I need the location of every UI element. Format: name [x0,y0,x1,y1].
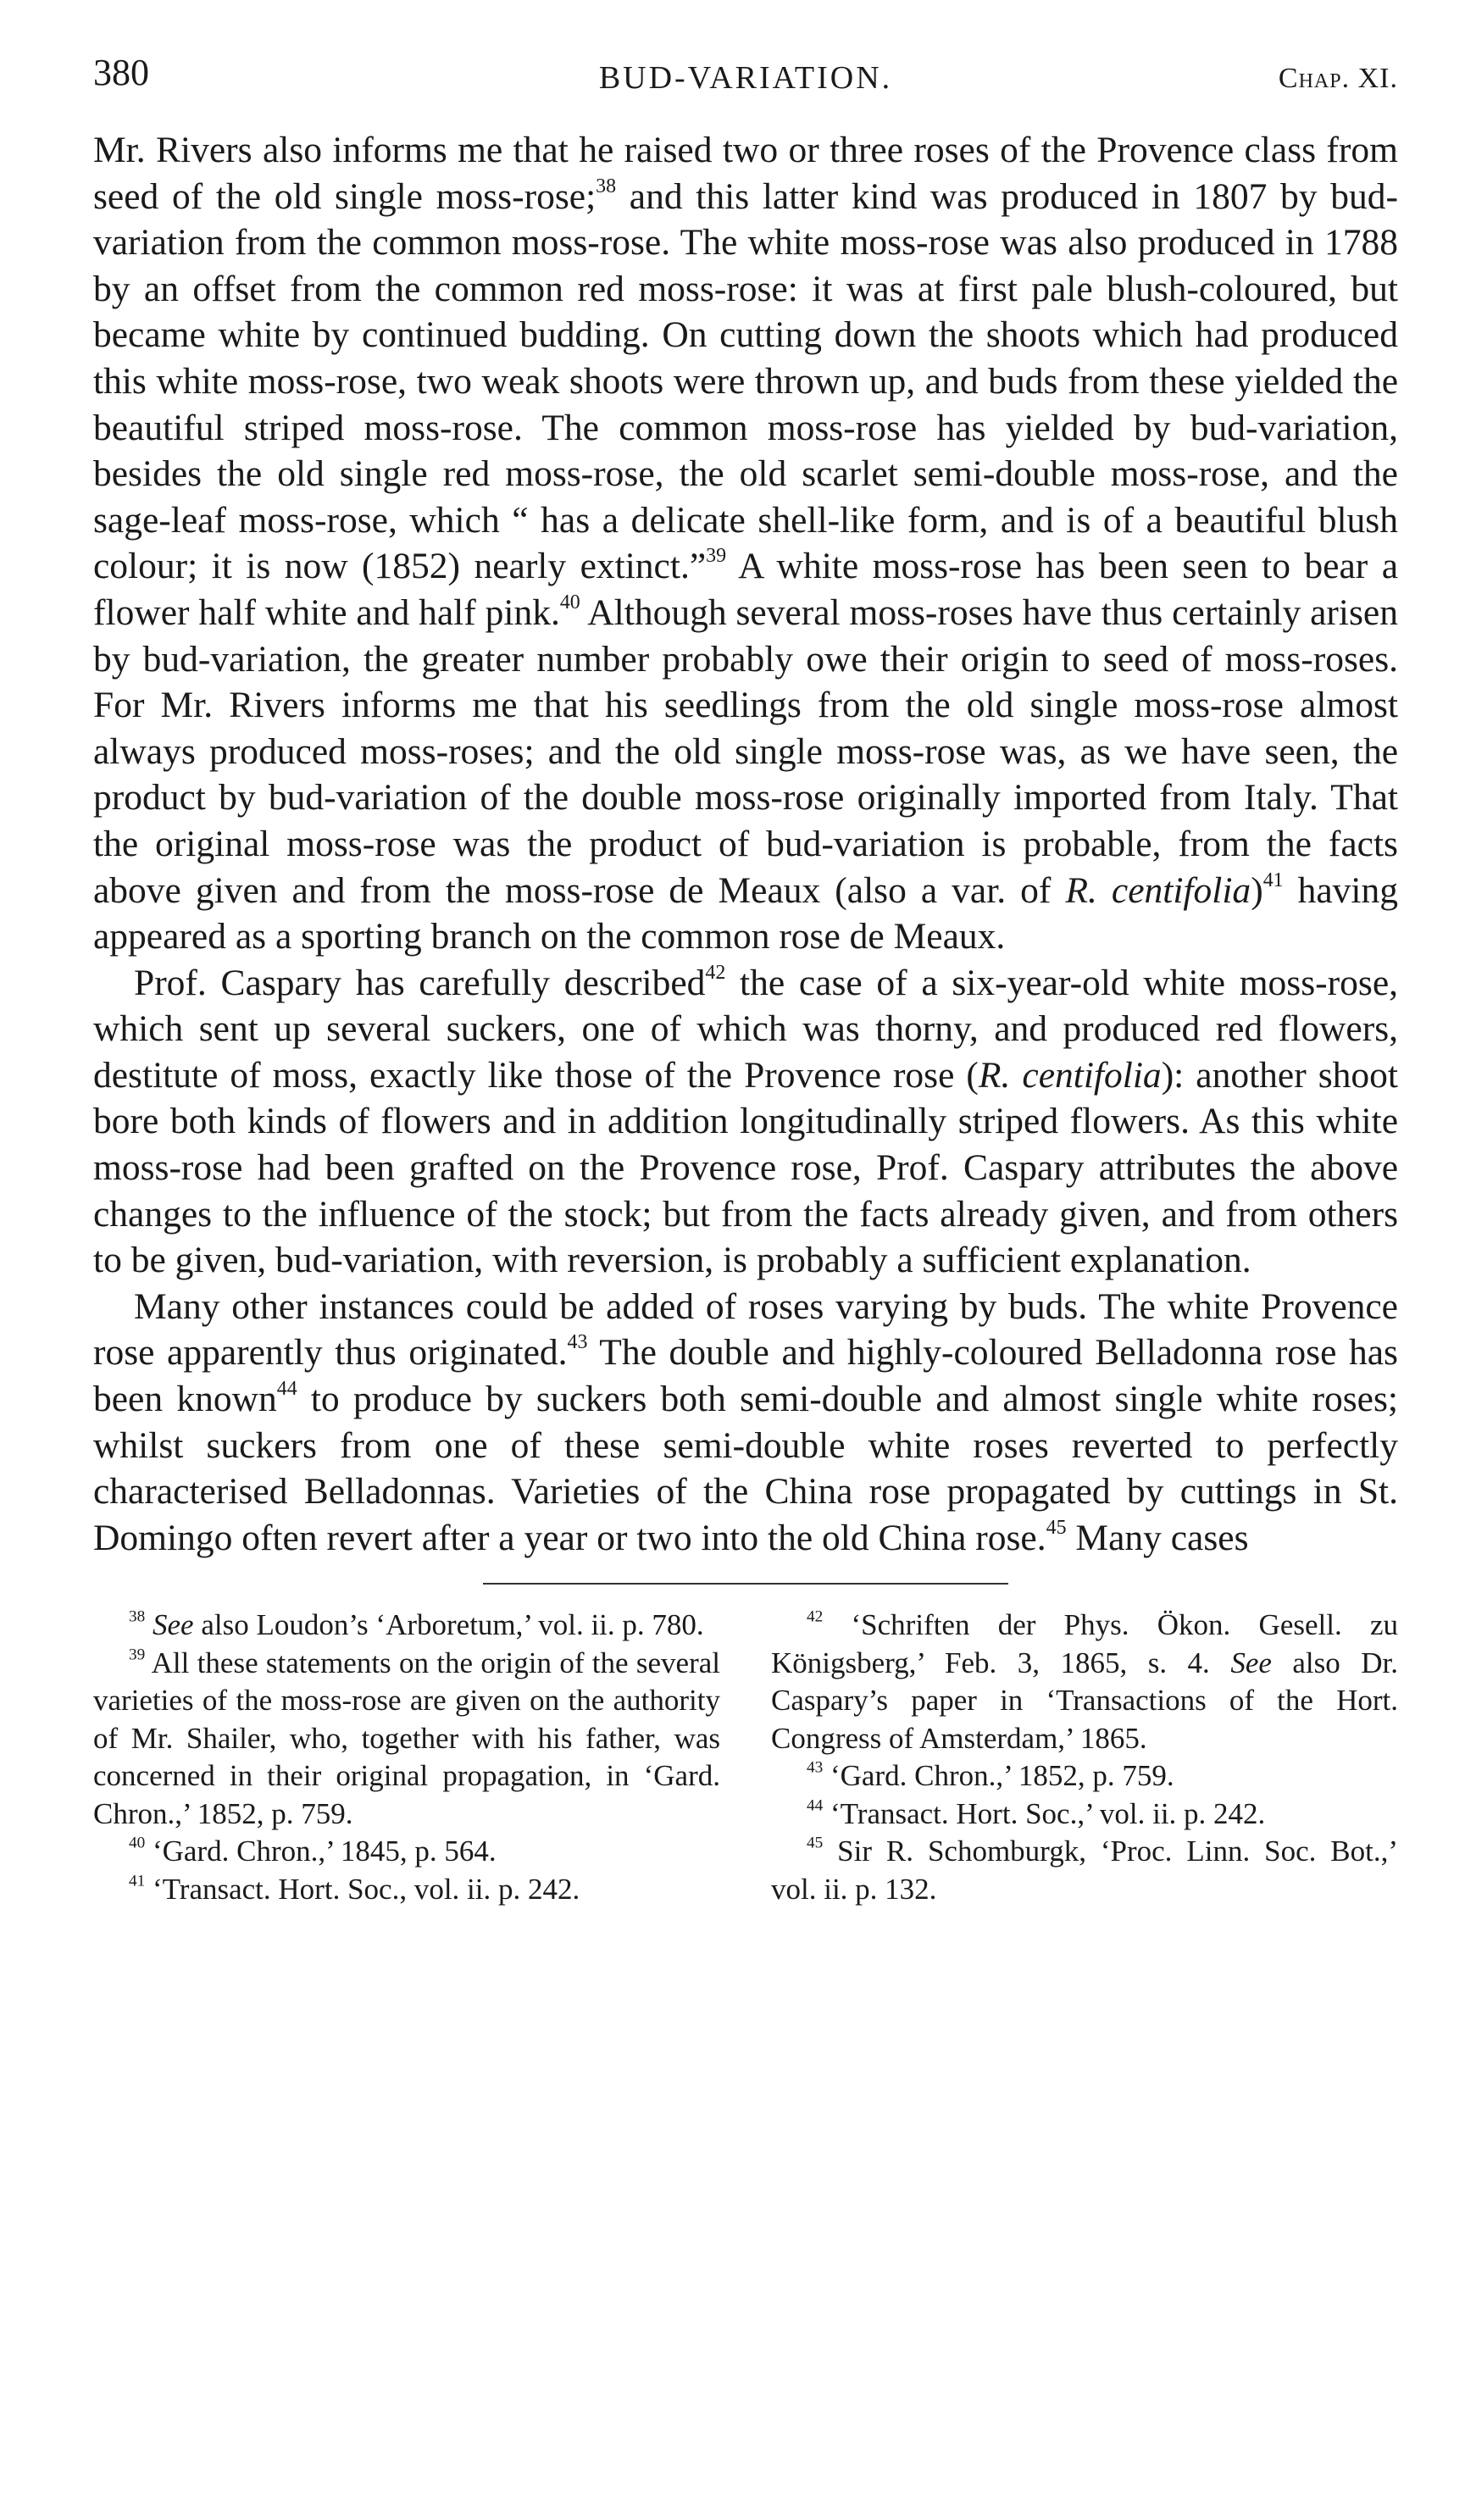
footnote-marker: 43 [807,1759,824,1778]
footnote-marker: 42 [807,1608,824,1627]
italic-text: See [153,1608,194,1642]
footnote-marker: 39 [129,1646,146,1664]
text-run: ): another shoot bore both kinds of flowers and in addition longitudinally striped flowers. As this white moss-rose had been grafted on the Provence rose, Prof. Caspary attributes the above changes to the influence of the stock; but from the facts already given, and from others to be given, bud-variation, with reversion, is probably a sufficient explanation. [93,1054,1398,1281]
text-run: ‘Transact. Hort. Soc.,’ vol. ii. p. 242. [823,1796,1266,1830]
footnote-marker: 38 [596,175,617,197]
text-run: ‘Gard. Chron.,’ 1845, p. 564. [145,1834,497,1868]
footnote-marker: 40 [559,591,580,613]
text-run: ‘Schriften der Phys. Ökon. Gesell. zu Königsberg,’ Feb. 3, 1865, s. 4. [771,1608,1398,1679]
text-run: A white moss-rose has been seen to bear a flower half white and half pink. [93,546,1399,633]
text-run: Many cases [1066,1517,1249,1558]
text-run: The double and highly-coloured Belladonna rose has been known [93,1332,1398,1420]
footnote [771,1607,1398,1757]
footnote-marker: 38 [129,1608,146,1627]
text-run: All these statements on the origin of the several varieties of the moss-rose are given on the authority of Mr. Shailer, who, together with his father, was concerned in their original propagation, in ‘Gard. Chron.,’ 1852, p. 759. [93,1646,720,1830]
text-run: ) [1251,869,1263,911]
footnote [771,1757,1398,1796]
text-run: Mr. Rivers also informs me that he raised two or three roses of the Provence class from seed of the old single moss-rose; [93,130,1398,217]
text-run: Sir R. Schomburgk, ‘Proc. Linn. Soc. Bot.,’ vol. ii. p. 132. [771,1834,1398,1906]
footnotes [93,1607,1398,1908]
footnote-marker: 41 [1262,869,1284,891]
italic-text: R. centifolia [1065,869,1251,911]
page-number: 380 [93,52,149,93]
text-run: the case of a six-year-old white moss-rose, which sent up several suckers, one of which was thorny, and produced red flowers, destitute of moss, exactly like those of the Provence rose ( [93,962,1398,1096]
footnote-marker: 39 [706,545,727,568]
footnote-marker: 41 [129,1872,146,1890]
footnote [771,1796,1398,1834]
footnote [93,1871,720,1909]
page-header [93,51,1398,127]
text-run: Many other instances could be added of roses varying by buds. The white Provence rose apparently thus originated. [93,1285,1398,1374]
chapter-text: Chap. XI. [1278,63,1398,94]
text-run: Prof. Caspary has carefully described [134,962,706,1003]
footnote [93,1607,720,1645]
footnote-divider [483,1583,1008,1585]
running-title: BUD-VARIATION. [598,60,893,96]
main-text [93,127,1398,1561]
paragraph [93,1284,1398,1562]
text-run: also Dr. Caspary’s paper in ‘Transactions of the Hort. Congress of Amsterdam,’ 1865. [771,1646,1399,1755]
italic-text: R. centifolia [978,1054,1162,1096]
book-page [93,51,1398,1908]
text-run: also Loudon’s ‘Arboretum,’ vol. ii. p. 780. [193,1608,704,1642]
footnotes-right-column [771,1607,1398,1908]
text-run: ‘Gard. Chron.,’ 1852, p. 759. [823,1759,1174,1793]
text-run: to produce by suckers both semi-double and almost single white roses; whilst suckers from one of these semi-double white roses reverted to perfectly characterised Belladonnas. Varieties of the China rose propagated by cuttings in St. Domingo often revert after a year or two into the old China rose. [93,1379,1398,1558]
footnote-marker: 45 [1046,1516,1067,1539]
footnote [93,1833,720,1871]
footnote-marker: 40 [129,1834,146,1853]
footnote-marker: 42 [705,961,726,984]
italic-text: See [1230,1646,1272,1679]
footnotes-left-column [93,1607,720,1908]
text-run [145,1608,153,1641]
text-run: Although several moss-roses have thus certainly arisen by bud-variation, the greater number probably owe their origin to seed of moss-roses. For Mr. Rivers informs me that his seedlings from the old single moss-rose almost always produced moss-roses; and the old single moss-rose was, as we have seen, the product by bud-variation of the double moss-rose originally imported from Italy. That the original moss-rose was the product of bud-variation is probable, from the facts above given and from the moss-rose de Meaux (also a var. of [93,591,1398,911]
text-run: having appeared as a sporting branch on the common rose de Meaux. [93,869,1398,957]
chapter-label [1279,63,1398,95]
footnote-marker: 44 [276,1377,297,1400]
footnote-marker: 43 [567,1331,588,1354]
footnote-marker: 45 [807,1834,824,1853]
text-run: ‘Transact. Hort. Soc., vol. ii. p. 242. [145,1872,580,1906]
paragraph [93,127,1398,960]
text-run: and this latter kind was produced in 1807 by bud-variation from the common moss-rose. The white moss-rose was also produced in 1788 by an offset from the common red moss-rose: it was at first pale blush-coloured, but became white by continued budding. On cutting down the shoots which had produced this white moss-rose, two weak shoots were thrown up, and buds from these yielded the beautiful striped moss-rose. The common moss-rose has yielded by bud-variation, besides the old single red moss-rose, the old scarlet semi-double moss-rose, and the sage-leaf moss-rose, which “ has a delicate shell-like form, and is of a beautiful blush colour; it is now (1852) nearly extinct.” [93,175,1398,587]
footnote [93,1645,720,1834]
footnote-marker: 44 [807,1796,824,1815]
paragraph [93,960,1398,1284]
footnote [771,1833,1398,1908]
